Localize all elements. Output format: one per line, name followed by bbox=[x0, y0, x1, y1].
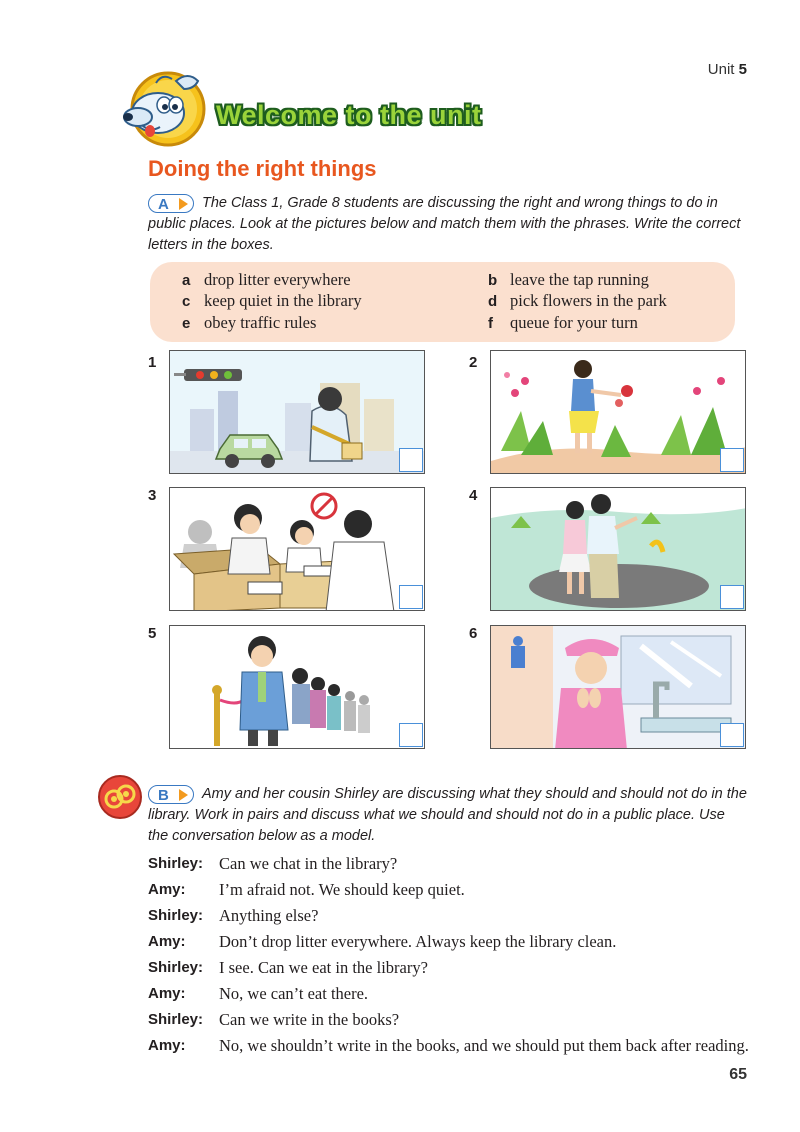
answer-box-3[interactable] bbox=[399, 585, 423, 609]
mascot-dog-icon bbox=[116, 67, 212, 147]
part-b-instruction: Amy and her cousin Shirley are discussing what they should and should not do in the library. Work in pairs and discuss what we should and should not do in a public place. Use the conversation below as a model. bbox=[148, 786, 747, 844]
picture-4-litter bbox=[490, 487, 746, 611]
phrase-a: a drop litter everywhere bbox=[182, 270, 351, 289]
speech-text: Anything else? bbox=[219, 906, 319, 925]
flowers-scene-illustration bbox=[491, 351, 746, 474]
speaker-name: Amy: bbox=[148, 985, 186, 1002]
traffic-scene-illustration bbox=[170, 351, 425, 474]
part-b-instruction-block bbox=[148, 784, 748, 847]
speaker-name: Shirley: bbox=[148, 907, 204, 924]
part-a-instruction: The Class 1, Grade 8 students are discussing the right and wrong things to do in public places. Look at the pictures below and match them with the phrases. Write the correct letters in the boxes. bbox=[148, 195, 741, 253]
speech-text: Can we write in the books? bbox=[219, 1010, 400, 1029]
picture-5-queue bbox=[169, 625, 425, 749]
answer-box-5[interactable] bbox=[399, 723, 423, 747]
picture-6-tap bbox=[490, 625, 746, 749]
speech-text: Can we chat in the library? bbox=[219, 854, 398, 873]
part-b-badge-letter: B bbox=[158, 786, 169, 804]
section-heading: Doing the right things bbox=[148, 156, 377, 181]
answer-box-2[interactable] bbox=[720, 448, 744, 472]
queue-scene-illustration bbox=[170, 626, 425, 749]
answer-box-1[interactable] bbox=[399, 448, 423, 472]
unit-word: Unit bbox=[707, 61, 735, 78]
picture-number-2: 2 bbox=[469, 354, 478, 371]
picture-number-3: 3 bbox=[148, 487, 157, 504]
tap-scene-illustration bbox=[491, 626, 746, 749]
phrase-b: b leave the tap running bbox=[488, 270, 649, 289]
part-a-instruction-block bbox=[148, 193, 748, 256]
speech-text: Don’t drop litter everywhere. Always keep the library clean. bbox=[219, 932, 617, 951]
unit-number: 5 bbox=[738, 61, 747, 78]
part-b-badge bbox=[148, 785, 194, 804]
picture-2-flowers bbox=[490, 350, 746, 474]
speech-text: I see. Can we eat in the library? bbox=[219, 958, 428, 977]
welcome-title: Welcome to the unit bbox=[216, 100, 482, 130]
speech-text: No, we can’t eat there. bbox=[219, 984, 369, 1003]
answer-box-4[interactable] bbox=[720, 585, 744, 609]
play-arrow-icon bbox=[179, 198, 188, 210]
picture-3-library bbox=[169, 487, 425, 611]
picture-number-6: 6 bbox=[469, 625, 478, 642]
picture-1-traffic bbox=[169, 350, 425, 474]
picture-number-1: 1 bbox=[148, 354, 157, 371]
phrase-box bbox=[150, 262, 735, 342]
speech-text: I’m afraid not. We should keep quiet. bbox=[219, 880, 465, 899]
picture-number-4: 4 bbox=[469, 487, 478, 504]
part-a-badge-letter: A bbox=[158, 195, 169, 213]
speaker-name: Amy: bbox=[148, 1037, 186, 1054]
speaker-name: Shirley: bbox=[148, 959, 204, 976]
speaker-name: Amy: bbox=[148, 933, 186, 950]
part-a-badge bbox=[148, 194, 194, 213]
unit-label bbox=[708, 61, 747, 78]
play-arrow-icon bbox=[179, 789, 188, 801]
speaker-name: Shirley: bbox=[148, 1011, 204, 1028]
speaker-name: Amy: bbox=[148, 881, 186, 898]
library-scene-illustration bbox=[170, 488, 425, 611]
answer-box-6[interactable] bbox=[720, 723, 744, 747]
speech-text: No, we shouldn’t write in the books, and we should put them back after reading. bbox=[219, 1036, 749, 1055]
page-number: 65 bbox=[729, 1066, 747, 1083]
pair-work-icon bbox=[97, 774, 143, 820]
phrase-e: e obey traffic rules bbox=[182, 313, 317, 332]
speaker-name: Shirley: bbox=[148, 855, 204, 872]
phrase-d: d pick flowers in the park bbox=[488, 291, 667, 310]
litter-scene-illustration bbox=[491, 488, 746, 611]
picture-number-5: 5 bbox=[148, 625, 157, 642]
phrase-f: f queue for your turn bbox=[488, 313, 638, 332]
phrase-c: c keep quiet in the library bbox=[182, 291, 362, 310]
